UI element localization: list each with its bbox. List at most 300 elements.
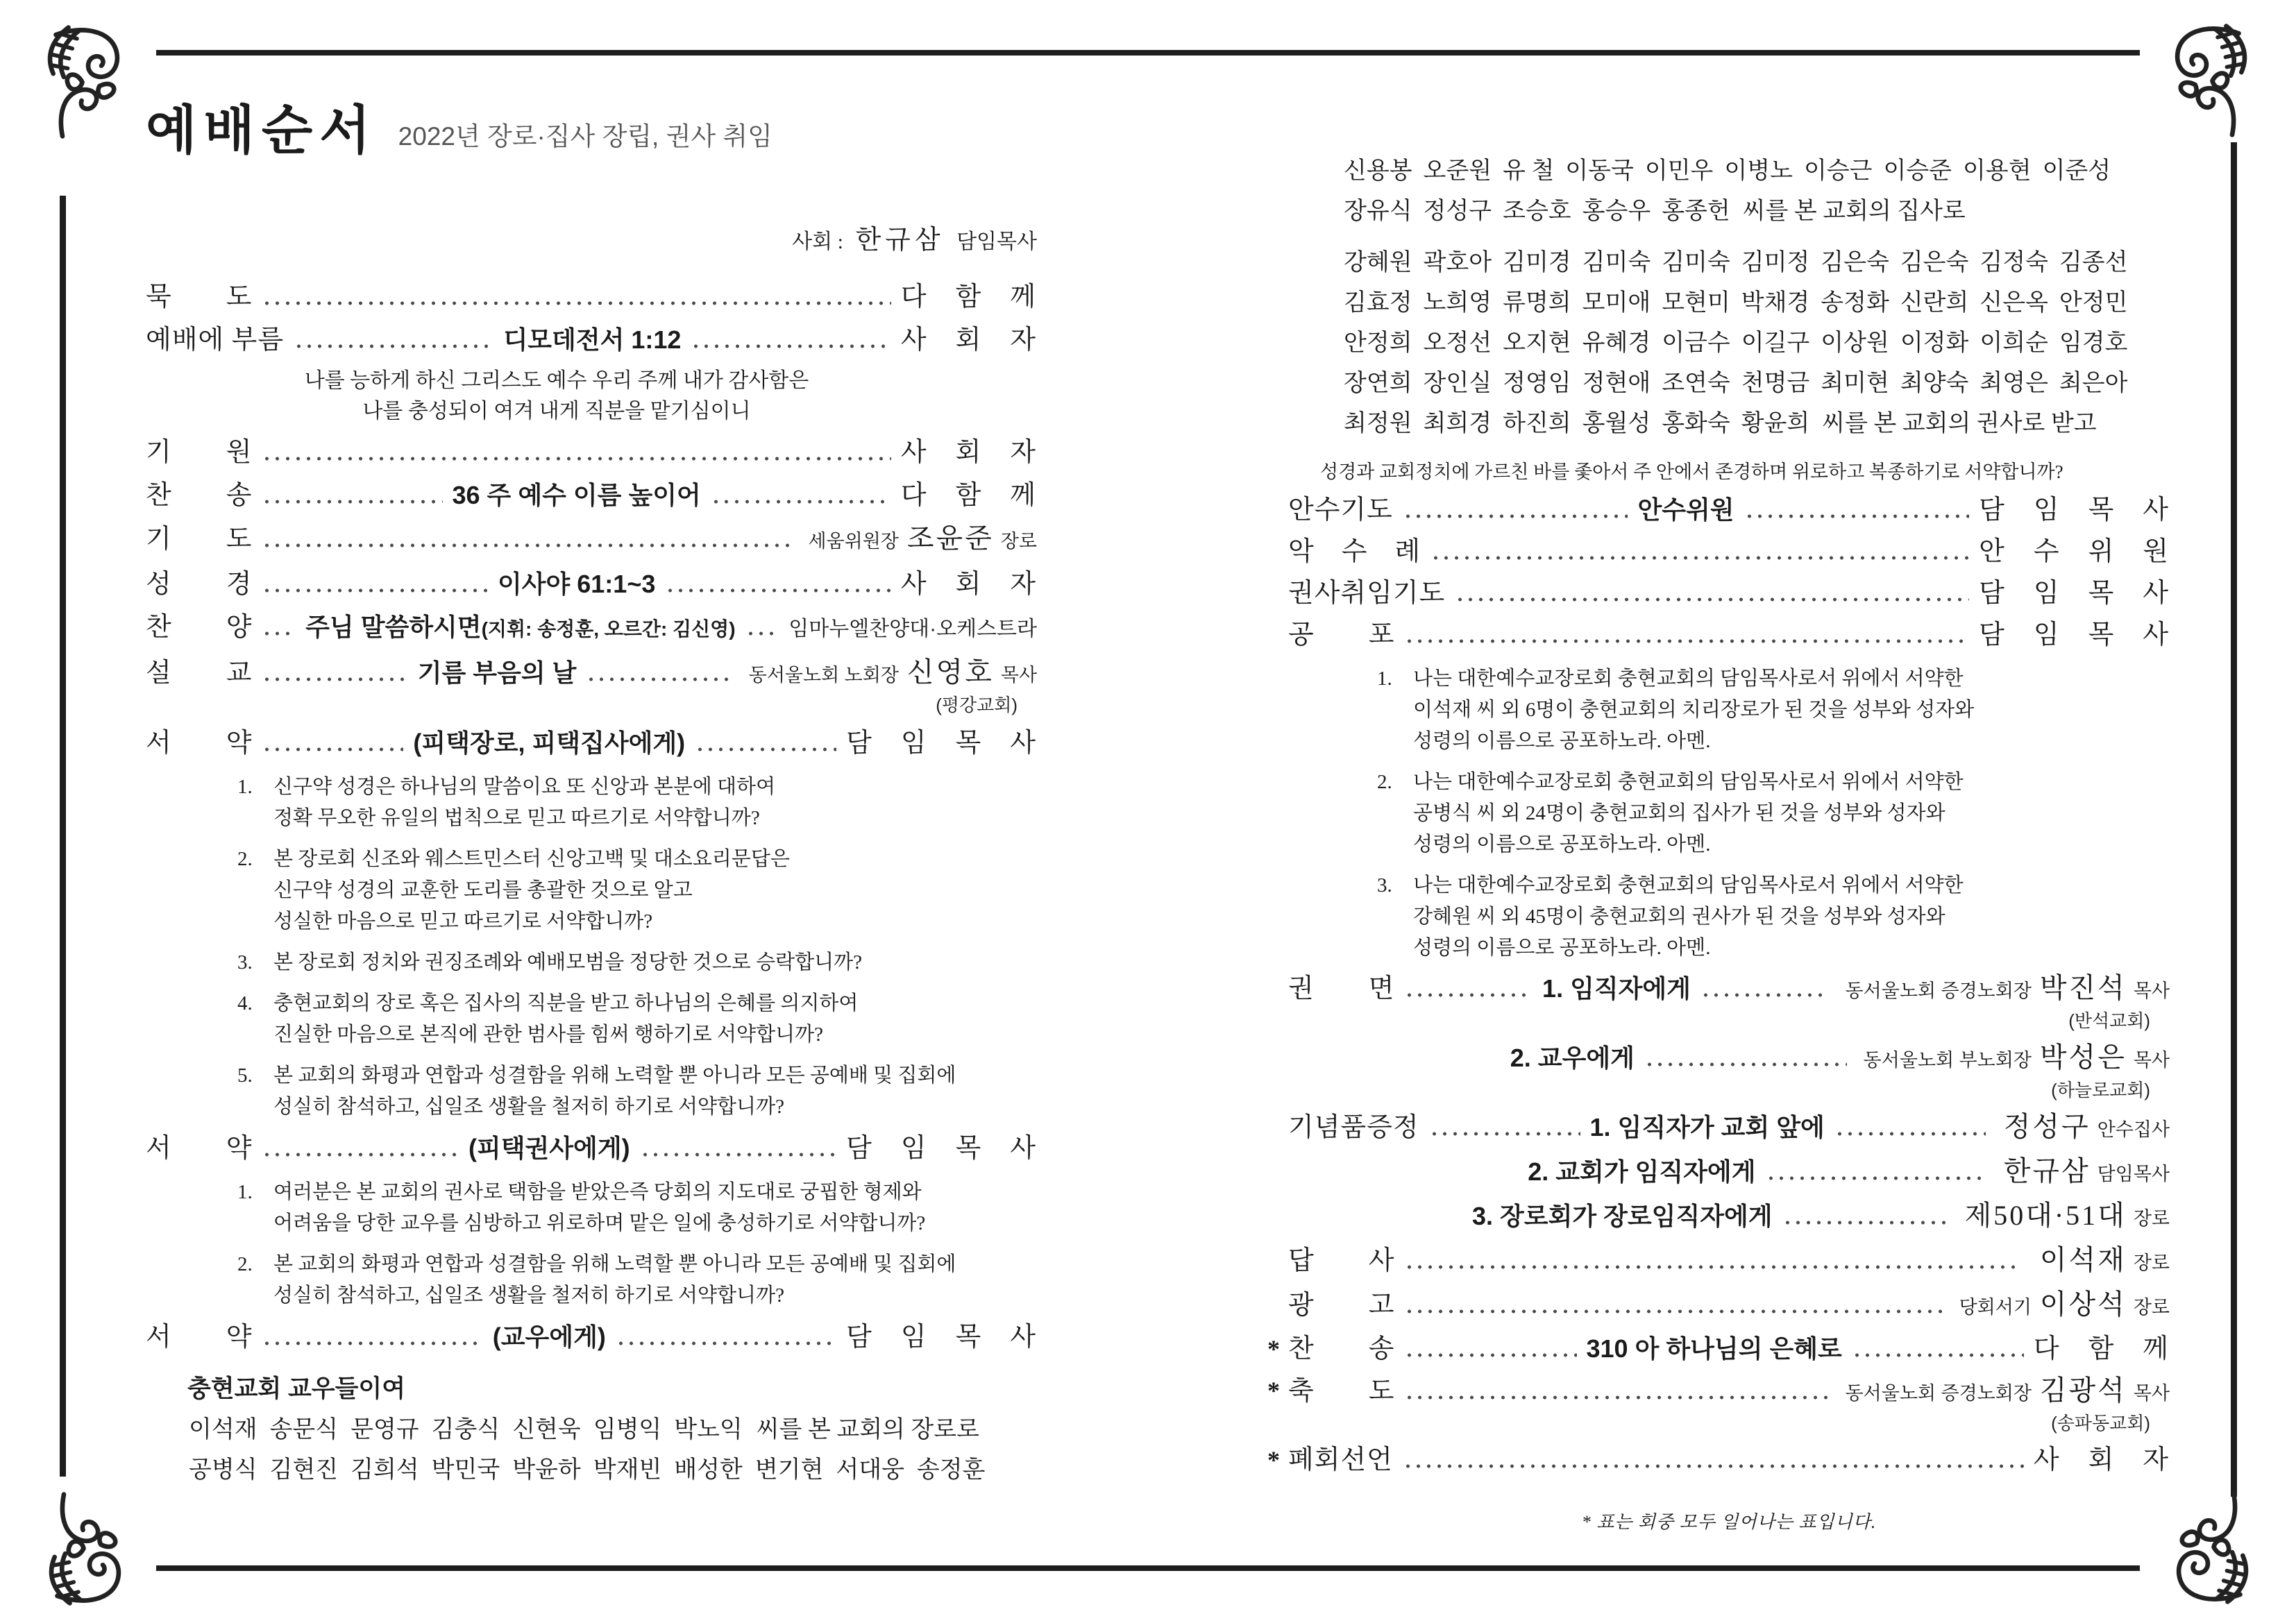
- vow-question: 성경과 교회정치에 가르친 바를 좇아서 주 안에서 존경하며 위로하고 복종하기로 서약합니까?: [1320, 461, 2063, 482]
- names-suffix: 씨를 본 교회의 집사로: [1742, 198, 1966, 224]
- row-label: 예배에 부름: [146, 325, 285, 355]
- row-label: 광 고: [1288, 1291, 1395, 1320]
- row-center-text: [453, 478, 701, 513]
- person-name: 정영임: [1503, 371, 1571, 396]
- person-name: 신현욱: [512, 1416, 581, 1443]
- vow-number: 3.: [237, 951, 253, 974]
- person-name: 안정민: [2059, 290, 2128, 316]
- person-name: 이석재: [189, 1416, 258, 1443]
- assignee-label: 담 임 목 사: [846, 1322, 1038, 1352]
- text-segment: 1. 임직자가 교회 앞에: [1589, 1113, 1825, 1141]
- program-right: [1267, 155, 2170, 1533]
- text-segment: 김광석: [2039, 1375, 2127, 1406]
- bottom-border-line: [156, 1565, 2140, 1571]
- person-name: 오준원: [1423, 158, 1492, 184]
- address-heading: 충현교회 교우들이여: [187, 1375, 406, 1402]
- dotted-leader: [1404, 1307, 1942, 1314]
- left-border-line: [60, 196, 66, 1477]
- header: [146, 103, 1037, 161]
- vow-line: 나는 대한예수교장로회 충현교회의 담임목사로서 위에서 서약한: [1413, 668, 1964, 690]
- row-assignee: [1979, 493, 2170, 527]
- dotted-leader: [1766, 1173, 1986, 1180]
- text-segment: 디모데전서 1:12: [503, 325, 682, 354]
- row-label: 답 사: [1288, 1246, 1395, 1275]
- vow-number: 1.: [237, 775, 253, 798]
- vow-item: [1377, 663, 2170, 757]
- row-assignee: [1857, 1040, 2170, 1078]
- person-name: 김미숙: [1582, 250, 1651, 275]
- vow-text: [273, 1177, 1037, 1239]
- text-segment: (지휘: 송정훈, 오르간: 김신영): [481, 618, 736, 640]
- text-segment: 이석재: [2039, 1244, 2127, 1275]
- vow-item: [237, 772, 1037, 834]
- names-row: [1344, 155, 2170, 187]
- vow-number: 1.: [237, 1180, 253, 1203]
- footnote: * 표는 회중 모두 일어나는 표입니다.: [1581, 1512, 1877, 1532]
- text-segment: 당회서기: [1959, 1297, 2032, 1318]
- text-segment: 신영호: [906, 656, 994, 688]
- person-name: 강혜원: [1344, 250, 1412, 275]
- person-name: 장유식: [1344, 198, 1412, 224]
- corner-flourish-top-left-icon: [36, 24, 142, 140]
- moderator-line: [146, 218, 1037, 256]
- dotted-leader: [262, 1339, 482, 1345]
- verse-line: 나를 능하게 하신 그리스도 예수 우리 주께 내가 감사함은: [304, 368, 809, 392]
- person-name: 서대웅: [836, 1456, 904, 1483]
- row-label: 기 원: [146, 437, 253, 467]
- person-name: 이용현: [1963, 158, 2032, 184]
- person-name: 정성구: [1423, 198, 1492, 224]
- dotted-leader: [1403, 1461, 2024, 1468]
- row-center-text: [1472, 1199, 1773, 1234]
- person-name: 최미현: [1821, 371, 1889, 396]
- text-segment: 장로: [1000, 530, 1037, 552]
- vow-line: 성실히 참석하고, 십일조 생활을 철저히 하기로 서약합니까?: [273, 1284, 784, 1307]
- assignee-label: 담 임 목 사: [1979, 495, 2170, 525]
- person-name: 노희영: [1423, 290, 1492, 316]
- corner-flourish-top-right-icon: [2153, 22, 2259, 139]
- page-subtitle: 2022년 장로·집사 장립, 권사 취임: [398, 121, 773, 151]
- dotted-leader: [1298, 1060, 1501, 1067]
- row-label: 축 도: [1288, 1377, 1395, 1406]
- person-name: 황윤희: [1741, 411, 1810, 436]
- dotted-leader: [262, 745, 403, 751]
- assignee-church: (반석교회): [2068, 1010, 2150, 1031]
- person-name: 김현진: [269, 1456, 339, 1483]
- person-name: 김효정: [1344, 290, 1412, 316]
- text-segment: 장로: [2133, 1297, 2170, 1318]
- assignee-label: 안 수 위 원: [1979, 537, 2170, 566]
- program-left: [146, 280, 1037, 1486]
- program-row: [146, 655, 1037, 692]
- program-row: [1288, 618, 2170, 652]
- person-name: 안정희: [1344, 330, 1412, 356]
- text-segment: 장로: [2133, 1208, 2170, 1229]
- assignee-label: 담 임 목 사: [1979, 620, 2170, 649]
- person-name: 김은숙: [1821, 250, 1889, 275]
- vow-line: 이석재 씨 외 6명이 충현교회의 치리장로가 된 것을 성부와 성자와: [1413, 699, 1975, 721]
- dotted-leader: [1430, 553, 1969, 560]
- program-row: [146, 726, 1037, 760]
- row-label: 기 도: [146, 524, 253, 554]
- vow-line: 정확 무오한 유일의 법칙으로 믿고 따르기로 서약합니까?: [273, 806, 760, 829]
- person-name: 이동국: [1565, 158, 1634, 184]
- person-name: 신용봉: [1344, 158, 1412, 184]
- vow-line: 성령의 이름으로 공포하노라. 아멘.: [1413, 937, 1711, 959]
- row-assignee: [1952, 1287, 2170, 1325]
- program-row: [146, 521, 1037, 559]
- top-border-line: [156, 50, 2140, 56]
- vow-number: 1.: [1377, 668, 1392, 690]
- row-label: 권 면: [1288, 974, 1395, 1003]
- row-label: 서 약: [146, 1133, 253, 1163]
- text-segment: 이상석: [2039, 1289, 2127, 1320]
- person-name: 박윤하: [512, 1456, 581, 1483]
- person-name: 조승호: [1503, 198, 1571, 224]
- dotted-leader: [1403, 511, 1628, 518]
- row-label: 서 약: [146, 1322, 253, 1352]
- names-row: [1344, 368, 2170, 400]
- names-row: [1344, 287, 2170, 319]
- text-segment: 제50대·51대: [1964, 1200, 2127, 1231]
- person-name: 공병식: [189, 1456, 258, 1483]
- text-segment: (피택권사에게): [468, 1133, 630, 1162]
- person-name: 최희경: [1423, 411, 1492, 436]
- person-name: 김미숙: [1662, 250, 1730, 275]
- names-row: [1344, 196, 2170, 228]
- row-center-text: [1587, 1332, 1842, 1366]
- right-border-line: [2231, 142, 2237, 1497]
- text-segment: 310 아 하나님의 은혜로: [1586, 1334, 1842, 1363]
- person-name: 홍승우: [1582, 198, 1651, 224]
- program-row: [1288, 1198, 2170, 1236]
- dotted-leader: [262, 298, 890, 305]
- person-name: 김정숙: [1980, 250, 2048, 275]
- program-row: [146, 435, 1037, 470]
- dotted-leader: [1782, 1218, 1947, 1225]
- person-name: 송정훈: [916, 1456, 986, 1483]
- vow-item: [1377, 767, 2170, 860]
- row-assignee: [742, 655, 1037, 692]
- names-row: [1344, 408, 2170, 440]
- assignee-label: 다 함 께: [2033, 1334, 2170, 1363]
- person-name: 홍화숙: [1662, 411, 1730, 436]
- dotted-leader: [262, 629, 296, 636]
- vow-line: 강혜원 씨 외 45명이 충현교회의 권사가 된 것을 성부와 성자와: [1413, 906, 1945, 928]
- text-segment: 한규삼: [2003, 1155, 2091, 1187]
- person-name: 이정화: [1900, 330, 1969, 356]
- vow-line: 어려움을 당한 교우를 심방하고 위로하며 맡은 일에 충성하기로 서약합니까?: [273, 1212, 926, 1234]
- dotted-leader: [1744, 511, 1970, 518]
- row-center-text: [1510, 1041, 1635, 1076]
- row-label: 성 경: [146, 569, 253, 599]
- vow-line: 본 교회의 화평과 연합과 성결함을 위해 노력할 뿐 아니라 모든 공예배 및 집회에: [273, 1252, 956, 1275]
- assignee-church: (하늘로교회): [2051, 1080, 2150, 1101]
- dotted-leader: [691, 341, 890, 348]
- vow-line: 여러분은 본 교회의 권사로 택함을 받았은즉 당회의 지도대로 궁핍한 형제와: [273, 1180, 922, 1203]
- row-assignee: [1979, 576, 2170, 611]
- vow-text: [1413, 663, 2170, 757]
- person-name: 이승준: [1883, 158, 1952, 184]
- moderator-title: 담임목사: [956, 230, 1037, 253]
- vow-number: 4.: [237, 992, 253, 1014]
- dotted-leader: [262, 1150, 459, 1157]
- row-assignee: [901, 323, 1037, 357]
- row-assignee: [2032, 1243, 2170, 1280]
- corner-flourish-bottom-right-icon: [2154, 1489, 2260, 1606]
- person-name: 모미애: [1582, 290, 1651, 316]
- row-assignee: [2034, 1443, 2170, 1477]
- row-assignee: [901, 567, 1037, 602]
- person-name: 박노익: [674, 1416, 743, 1443]
- row-assignee: [846, 1131, 1037, 1166]
- text-segment: 주님 말씀하시면: [305, 612, 482, 641]
- vow-line: 본 장로회 신조와 웨스트민스터 신앙고백 및 대소요리문답은: [273, 847, 790, 870]
- person-name: 이희순: [1980, 330, 2048, 356]
- congregation-stands-asterisk: *: [1267, 1446, 1280, 1474]
- dotted-leader: [1298, 1218, 1462, 1225]
- row-label: 서 약: [146, 728, 253, 758]
- person-name: 박재빈: [593, 1456, 662, 1483]
- person-name: 이병노: [1724, 158, 1793, 184]
- program-row: [1288, 493, 2170, 527]
- person-name: 김미경: [1503, 250, 1571, 275]
- assignee-label: 사 회 자: [900, 569, 1038, 599]
- person-name: 유혜경: [1582, 330, 1651, 356]
- program-row: [1288, 1287, 2170, 1325]
- program-row: [146, 610, 1037, 647]
- program-row: [1288, 534, 2170, 569]
- vow-text: [273, 988, 1037, 1051]
- vow-item: [237, 1060, 1037, 1123]
- text-segment: 2. 교회가 임직자에게: [1528, 1157, 1756, 1186]
- row-assignee: [901, 280, 1037, 314]
- row-center-text: [305, 610, 735, 647]
- moderator-name: 한규삼: [855, 225, 945, 255]
- names-suffix: 씨를 본 교회의 권사로 받고: [1822, 411, 2097, 436]
- row-center-text: [493, 1320, 606, 1354]
- dotted-leader: [262, 586, 488, 593]
- text-segment: (교우에게): [492, 1322, 606, 1351]
- dotted-leader: [1404, 1262, 2021, 1269]
- right-column: [1267, 147, 2170, 1533]
- vow-item: [237, 1249, 1037, 1311]
- text-segment: 조윤준: [906, 522, 994, 554]
- person-name: 유 철: [1503, 158, 1555, 184]
- person-name: 하진희: [1503, 411, 1571, 436]
- text-segment: (피택장로, 피택집사에게): [413, 728, 686, 757]
- person-name: 최정원: [1344, 411, 1412, 436]
- person-name: 천명금: [1741, 371, 1810, 396]
- row-center-text: [413, 726, 685, 760]
- row-assignee: [1979, 618, 2170, 652]
- person-name: 장연희: [1344, 371, 1412, 396]
- row-label: 찬 송: [146, 480, 253, 510]
- assignee-label: 담 임 목 사: [1979, 579, 2170, 608]
- text-segment: 동서울노회 증경노회장: [1845, 980, 2032, 1001]
- text-segment: 동서울노회 증경노회장: [1845, 1383, 2032, 1404]
- assignee-label: 담 임 목 사: [846, 728, 1038, 758]
- spacer: [1288, 228, 2170, 239]
- dotted-leader: [1455, 595, 1969, 602]
- person-name: 오지현: [1503, 330, 1571, 356]
- person-name: 이금수: [1662, 330, 1730, 356]
- program-row: [1288, 1243, 2170, 1280]
- row-center-text: [1637, 493, 1734, 527]
- dotted-leader: [745, 629, 779, 636]
- person-name: 이상원: [1821, 330, 1889, 356]
- dotted-leader: [616, 1339, 836, 1345]
- row-assignee: [846, 1320, 1037, 1354]
- row-assignee: [1979, 534, 2170, 569]
- program-row: [146, 478, 1037, 513]
- vow-line: 신구약 성경의 교훈한 도리를 총괄한 것으로 알고: [273, 878, 693, 901]
- text-segment: 세움위원장: [808, 530, 899, 552]
- dotted-leader: [1644, 1060, 1847, 1067]
- vow-text: [273, 947, 1037, 978]
- left-column: [146, 103, 1037, 1486]
- row-assignee: [801, 521, 1037, 559]
- corner-flourish-bottom-left-icon: [37, 1490, 143, 1607]
- page-title: 예배순서: [146, 102, 378, 160]
- vow-line: 충현교회의 장로 혹은 집사의 직분을 받고 하나님의 은혜를 의지하여: [273, 992, 859, 1014]
- dotted-leader: [1429, 1129, 1580, 1136]
- row-label: 묵 도: [146, 282, 253, 312]
- assignee-church: (송파동교회): [2051, 1413, 2150, 1434]
- person-name: 홍월성: [1582, 411, 1651, 436]
- person-name: 김희석: [351, 1456, 419, 1483]
- program-row: [1288, 1154, 2170, 1191]
- dotted-leader: [1404, 990, 1533, 997]
- person-name: 이승근: [1803, 158, 1873, 184]
- person-name: 김은숙: [1900, 250, 1969, 275]
- program-row: [1288, 971, 2170, 1008]
- person-name: 정현애: [1582, 371, 1651, 396]
- row-assignee: [788, 610, 1037, 647]
- vow-text: [273, 844, 1037, 937]
- person-name: 박채경: [1741, 290, 1810, 316]
- names-suffix: 씨를 본 교회의 장로로: [756, 1416, 979, 1443]
- vow-line: 공병식 씨 외 24명이 충현교회의 집사가 된 것을 성부와 성자와: [1413, 802, 1945, 824]
- verse-line: 나를 충성되이 여겨 내게 직분을 맡기심이니: [362, 399, 751, 423]
- program-row: [146, 1320, 1037, 1354]
- vow-item: [237, 988, 1037, 1051]
- vow-line: 나는 대한예수교장로회 충현교회의 담임목사로서 위에서 서약한: [1413, 874, 1964, 897]
- assignee-label: 사 회 자: [2033, 1445, 2170, 1475]
- row-label: 찬 송: [1288, 1334, 1395, 1363]
- row-center-text: [418, 656, 577, 690]
- dotted-leader: [1298, 1173, 1518, 1180]
- person-name: 송정화: [1821, 290, 1889, 316]
- person-name: 신은옥: [1980, 290, 2048, 316]
- scripture-verse: [146, 366, 1037, 427]
- person-name: 임경호: [2059, 330, 2128, 356]
- row-assignee: [1957, 1198, 2170, 1236]
- names-row: [189, 1454, 1037, 1486]
- dotted-leader: [1834, 1129, 1986, 1136]
- person-name: 배성한: [674, 1456, 743, 1483]
- row-label: 악 수 례: [1288, 537, 1421, 566]
- vow-line: 진실한 마음으로 본직에 관한 범사를 힘써 행하기로 서약합니까?: [273, 1023, 823, 1046]
- vow-number: 5.: [237, 1064, 253, 1087]
- dotted-leader: [262, 497, 442, 504]
- row-assignee: [901, 435, 1037, 470]
- row-assignee: [901, 478, 1037, 513]
- vow-line: 성실한 마음으로 믿고 따르기로 서약합니까?: [273, 910, 653, 933]
- assignee-church: (평강교회): [936, 694, 1018, 715]
- text-segment: 박성은: [2039, 1042, 2127, 1073]
- person-name: 임병익: [593, 1416, 662, 1443]
- vow-line: 성령의 이름으로 공포하노라. 아멘.: [1413, 730, 1711, 752]
- vow-line: 본 교회의 화평과 연합과 성결함을 위해 노력할 뿐 아니라 모든 공예배 및 집회에: [273, 1064, 956, 1087]
- vow-text: [273, 1249, 1037, 1311]
- dotted-leader: [1404, 636, 1969, 643]
- text-segment: 1. 임직자에게: [1542, 974, 1691, 1003]
- text-segment: 이사야 61:1~3: [497, 569, 656, 598]
- vow-list: [1377, 663, 2170, 964]
- row-label: 폐회선언: [1288, 1445, 1393, 1475]
- row-label: 공 포: [1288, 620, 1395, 649]
- text-segment: 박진석: [2039, 972, 2127, 1003]
- dotted-leader: [262, 454, 890, 461]
- dotted-leader: [586, 674, 732, 681]
- vow-line: 본 장로회 정치와 권징조례와 예배모범을 정당한 것으로 승락합니까?: [273, 951, 863, 974]
- text-segment: 목사: [2133, 1383, 2170, 1404]
- text-segment: 목사: [2133, 1050, 2170, 1071]
- assignee-label: 사 회 자: [900, 437, 1037, 467]
- text-segment: 정성구: [2003, 1111, 2091, 1142]
- congregation-stands-asterisk: *: [1267, 1335, 1280, 1363]
- text-segment: 안수집사: [2097, 1119, 2170, 1140]
- row-label: 설 교: [146, 658, 253, 688]
- vow-line: 성실히 참석하고, 십일조 생활을 철저히 하기로 서약합니까?: [273, 1095, 784, 1118]
- program-row: [1288, 576, 2170, 611]
- row-center-text: [498, 567, 655, 602]
- names-row: [1344, 328, 2170, 359]
- assignee-label: 담 임 목 사: [846, 1133, 1037, 1163]
- text-segment: 동서울노회 부노회장: [1863, 1050, 2032, 1071]
- person-name: 신란희: [1900, 290, 1969, 316]
- program-row: [1288, 1040, 2170, 1078]
- program-row: [1267, 1443, 2170, 1477]
- dotted-leader: [1852, 1350, 2024, 1357]
- names-row: [189, 1414, 1037, 1446]
- row-assignee: [1839, 1373, 2170, 1411]
- dotted-leader: [665, 586, 891, 593]
- vow-text: [273, 1060, 1037, 1123]
- person-name: 장인실: [1423, 371, 1492, 396]
- vow-line: 성령의 이름으로 공포하노라. 아멘.: [1413, 833, 1711, 856]
- text-segment: 목사: [2133, 980, 2170, 1001]
- vow-item: [237, 844, 1037, 937]
- vow-text: [1413, 767, 2170, 860]
- vow-number: 2.: [1377, 771, 1392, 793]
- person-name: 모현미: [1662, 290, 1730, 316]
- program-row: [146, 323, 1037, 357]
- text-segment: 임마누엘찬양대·오케스트라: [788, 617, 1037, 640]
- person-name: 최영은: [1980, 371, 2048, 396]
- row-label: 찬 양: [146, 612, 253, 642]
- person-name: 조연숙: [1662, 371, 1730, 396]
- person-name: 최은아: [2059, 371, 2128, 396]
- row-assignee: [1995, 1154, 2170, 1191]
- row-center-text: [504, 323, 682, 357]
- vow-item: [237, 947, 1037, 978]
- vow-text: [273, 772, 1037, 834]
- text-segment: 장로: [2133, 1252, 2170, 1273]
- vow-item: [237, 1177, 1037, 1239]
- person-name: 류명희: [1503, 290, 1571, 316]
